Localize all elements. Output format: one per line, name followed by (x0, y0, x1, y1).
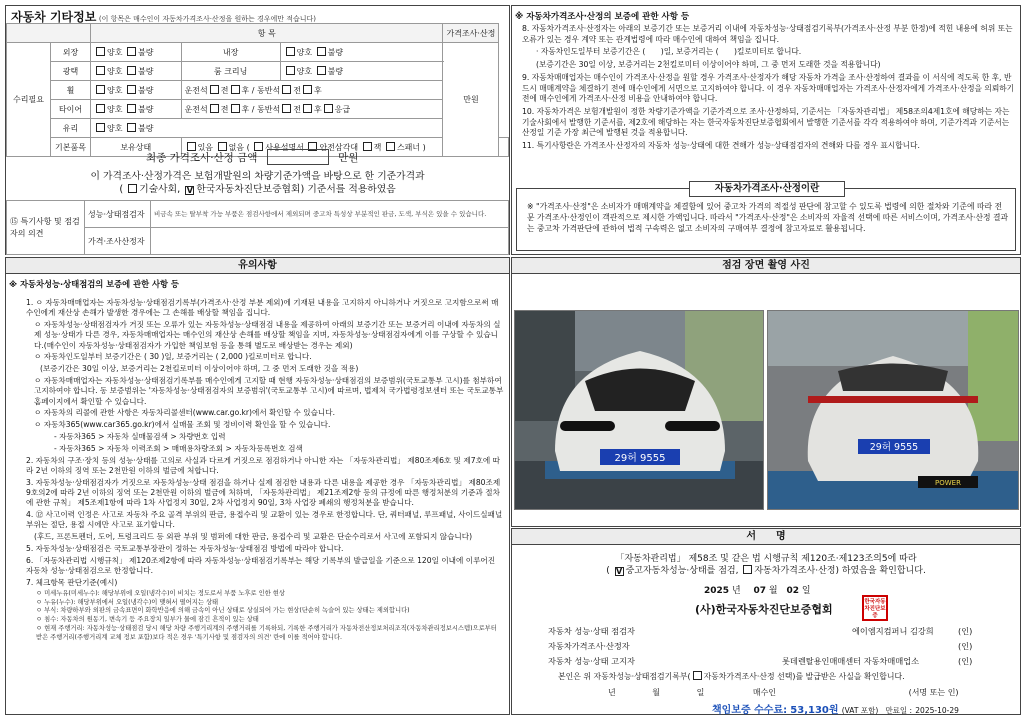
wheel-pass-rear-checkbox[interactable] (303, 85, 312, 94)
sign-row-inspector: 자동차 성능·상태 점검자 에이엠지컴퍼니 김강희 (인) (548, 626, 973, 636)
sign-org: (사)한국자동차진단보증협회 (695, 603, 833, 616)
sign-price-checkbox[interactable] (743, 565, 752, 574)
price-guarantee-section (511, 5, 1021, 255)
tire-bad-checkbox[interactable] (127, 104, 136, 113)
org-seal-icon: 한국자동차진단보증 (862, 595, 888, 621)
label-int: 내장 (181, 43, 280, 62)
note-1i: - 자동차365 > 자동차 이력조회 > 매매용차량조회 > 자동차등록번호 검색 (54, 443, 303, 453)
int-good-checkbox[interactable] (286, 47, 295, 56)
sign-row-appraiser: 자동차가격조사·산정자 (인) (548, 641, 973, 651)
front-plate-text: 29허 9555 (614, 453, 666, 464)
sign-law-line: 「자동차관리법」 제58조 및 같은 법 시행규칙 제120조·제123조의5에 따라 (615, 554, 917, 564)
basis-line1: 이 가격조사·산정가격은 보험개발원의 차량기준가액을 바탕으로 한 기준가격과 (90, 171, 425, 182)
pg-item-11: 11. 특기사항란은 가격조사·산정자의 자동차 성능·상태에 대한 견해가 성능·상태점검자의 견해와 다를 경우 표시합니다. (522, 141, 920, 151)
sign-inspect-checkbox[interactable]: V (615, 567, 623, 576)
opinion-inspector-text: 비금속 또는 탈부착 가능 부품은 점검사항에서 제외되며 중고차 특성상 부분적인 판금, 도색, 부식은 있을 수 있습니다. (151, 201, 509, 228)
tire-good-checkbox[interactable] (96, 104, 105, 113)
front-car-image (515, 311, 764, 510)
criteria-3: ㅇ 부식: 차량하부와 외판의 금속표면이 화학반응에 의해 금속이 아닌 상태로 상실되어 가는 현상(단순히 녹슬어 있는 상태는 제외합니다) (36, 607, 410, 615)
price-guarantee-header: ※ 자동차가격조사·산정의 보증에 관한 사항 등 (515, 12, 690, 22)
tire-spare-checkbox[interactable] (324, 104, 333, 113)
misc-title-note: (이 항목은 매수인이 자동차가격조사·산정을 원하는 경우에만 적습니다) (98, 15, 317, 23)
price-guarantee-list (522, 24, 1016, 154)
wheel-bad-checkbox[interactable] (127, 85, 136, 94)
room-bad-checkbox[interactable] (317, 66, 326, 75)
rear-car-image (768, 311, 1019, 510)
col-price: 가격조사·산정 (443, 24, 499, 43)
basis-tech-checkbox[interactable] (128, 184, 137, 193)
glass-good-checkbox[interactable] (96, 123, 105, 132)
tire-driver-front-checkbox[interactable] (210, 104, 219, 113)
final-price-unit: 만원 (338, 152, 359, 164)
note-2: 2. 자동차의 구조·장치 등의 성능·상태를 고의로 사실과 다르게 거짓으로 점검하거나 아니한 자는 「자동차관리법」 제80조제6호 및 제7호에 따라 2년 이하의 징역 또는 2천만원 이하의 벌금에 처합니다. (26, 455, 500, 475)
tire-pass-rear-checkbox[interactable] (303, 104, 312, 113)
criteria-list (26, 590, 504, 643)
expiry-date: 2025-10-29 (915, 706, 959, 715)
note-1d: (보증기간은 30일 이상, 보증거리는 2천킬로미터 이상이어야 하며, 그 중 먼저 도래한 것을 적용) (40, 364, 359, 374)
notes-bar: 유의사항 (6, 258, 509, 274)
tire-pass-front-checkbox[interactable] (282, 104, 291, 113)
basis-kada-checkbox[interactable]: V (186, 186, 193, 195)
buyer-sign-field[interactable]: (서명 또는 인) (908, 688, 959, 697)
criteria-2: ㅇ 누유(누수): 해당부위에서 오일(냉각수)이 맺혀서 떨어지는 상태 (36, 598, 219, 606)
note-6: 6. 「자동차관리법 시행규칙」 제120조제2항에 따라 자동차성능·상태점검기록부는 해당 기록부의 발급일을 기준으로 120일 이내에 이루어진 자동차 성능·상태점검으로 한정합니다. (26, 555, 496, 576)
opinion-appraiser-text[interactable] (151, 228, 509, 255)
label-gloss: 광택 (51, 62, 91, 81)
confirm-price-checkbox[interactable] (693, 671, 702, 680)
misc-title: 자동차 기타정보 (11, 10, 97, 24)
opinion-appraiser-label: 가격·조사산정자 (85, 228, 151, 255)
spanner-checkbox[interactable] (386, 142, 395, 151)
pg-item-8b: (보증기간은 30일 이상, 보증거리는 2천킬로미터 이상이어야 하며, 그 중 먼저 도래한 것을 적용합니다) (536, 60, 881, 70)
group-repair: 수리필요 (7, 43, 51, 157)
criteria-4: ㅇ 침수: 자동차의 원동기, 변속기 등 주요장치 일부가 물에 잠긴 흔적이 있는 상태 (36, 616, 259, 624)
note-1e: ㅇ 자동차매매업자는 자동차성능·상태점검기록부를 매수인에게 고지할 때 현행 자동차성능·상태점검의 보증범위(국토교통부 고시)를 첨부하여 고지하여야 합니다. 동 보증범위는 '자동차성능·상태점검자의 보증범위'(국토교통부 고시)에 따르며, 법제처 국가법령정보센터 또는 국토교통부 홈페이지에서 확인할 수 있습니다. (34, 376, 504, 406)
label-tire: 타이어 (51, 100, 91, 119)
pg-item-10: 10. 자동차가격은 보험개발원이 정한 차량기준가액을 기준가격으로 조사·산정하되, 기준서는 「자동차관리법」 제58조의4제1호에 해당하는 자는 기술사회에서 발행한 기준서를, 제2호에 해당하는 자는 한국자동차진단보증협회에서 발행한 기준서를 각각 적용하여야 하며, 기준가격과 기준서는 산정일 기준 가장 최근에 발행된 것을 적용합니다. (522, 106, 1010, 138)
note-1a: 1. ㅇ 자동차매매업자는 자동차성능·상태점검기록부(가격조사·산정 부분 제외)에 기재된 내용을 고지하지 아니하거나 거짓으로 고지함으로써 매수인에게 재산상 손해가 발생한 경우에는 그 손해를 배상할 책임을 집니다. (26, 298, 499, 318)
price-definition-box (516, 183, 1016, 251)
price-definition-text: ※ "가격조사·산정"은 소비자가 매매계약을 체결함에 있어 중고차 가격의 적절성 판단에 참고할 수 있도록 법령에 의한 절차와 기준에 따라 전문 가격조사·산정인이 객관적으로 제시한 가액입니다. 따라서 "가격조사·산정"은 소비자의 자율적 선택에 따른 서비스이며, 가격조사·산정 결과는 중고차 가격판단에 관하여 법적 구속력은 없고 소비자의 구매여부 결정에 참고자료로 활용됩니다. (527, 202, 1009, 233)
notes-list (26, 298, 504, 643)
misc-table: 항 목 가격조사·산정 수리필요 외장 양호 불량 내장 양호 불량 만원 광택 양호 불량 룸 크리닝 양호 불량 휠 양호 불량 운전석 전 후 / 동반석 전 후 타이어 양호 불량 운전석 전 후 / 동반석 전 후 응급 유리 양호 불량 기본품목 보유상태 있음 없음 ( 사용설명서 안전삼각대 잭 스패너 ) (6, 23, 509, 157)
lift-badge-text: POWER (935, 479, 961, 487)
note-7: 7. 체크항목 판단기준(예시) (26, 577, 118, 587)
wheel-pass-front-checkbox[interactable] (282, 85, 291, 94)
final-price-input[interactable] (267, 149, 329, 165)
sign-row-notifier: 자동차 성능·상태 고지자 롯데렌탈용인매매센터 자동차매매업소 (인) (548, 656, 973, 666)
label-room-clean: 룸 크리닝 (181, 62, 280, 81)
label-glass: 유리 (51, 119, 91, 138)
pg-item-8a: · 자동차인도일부터 보증기간은 ( )일, 보증거리는 ( )킬로미터로 합니다. (536, 47, 802, 57)
opinion-table (6, 200, 509, 255)
group-basic: 기본품목 (51, 138, 91, 157)
sign-date: 2025 년 07 월 02 일 (704, 586, 811, 596)
note-1g: ㅇ 자동차365(www.car365.go.kr)에서 실매물 조회 및 정비이력 확인을 할 수 있습니다. (34, 420, 331, 430)
front-photo (514, 310, 764, 510)
opinion-label: ⑮ 특기사항 및 점검자의 의견 (7, 201, 85, 255)
wheel-good-checkbox[interactable] (96, 85, 105, 94)
glass-bad-checkbox[interactable] (127, 123, 136, 132)
sign-law: 「자동차관리법」 제58조 및 같은 법 시행규칙 제120조·제123조의5에 따라 ( V 중고자동차성능·상태를 점검, 자동차가격조사·산정) 하였음을 확인합니다. (512, 553, 1020, 577)
room-good-checkbox[interactable] (286, 66, 295, 75)
ext-bad-checkbox[interactable] (127, 47, 136, 56)
pg-item-9: 9. 자동차매매업자는 매수인이 가격조사·산정을 원할 경우 가격조사·산정자가 해당 자동차 가격을 조사·산정하여 결과를 이 서식에 적도록 한 후, 반드시 매매계약을 체결하기 전에 매수인에게 서면으로 고지하여야 합니다. 이 경우 자동차매매업자는 가격조사·산정자에게 가격조사·산정을 의뢰하기 전에 매수인에게 가격조사·산정 비용을 안내하여야 합니다. (522, 72, 1015, 104)
note-4b: (후드, 프론트펜더, 도어, 트렁크리드 등 외판 부위 및 범퍼에 대한 판금, 용접수리 및 교환은 단순수리로서 사고에 포함되지 않습니다) (34, 532, 473, 542)
fee-value: 53,130원 (790, 705, 839, 716)
note-1b: ㅇ 자동차성능·상태점검자가 거짓 또는 오류가 있는 자동차성능·상태점검 내용을 제공하여 아래의 보증기간 또는 보증거리 이내에 자동차의 실제 성능·상태가 다른 경우, 자동차매매업자는 매수인의 재산상 손해를 배상할 책임을 지며, 자동차성능·상태점검자에게 이를 구상할 수 있습니다.(매수인이 자동차성능·상태점검자가 가입한 책임보험 등을 통해 별도로 배상받는 경우는 제외) (34, 320, 501, 350)
criteria-5: ㅇ 현재 주행거리: 자동차성능·상태점검 당시 해당 차량 주행거리계의 주행거리를 기록하되, 기록한 주행거리가 자동차전산정보처리조직(자동차관리정보시스템)으로부터 받은 주행거리(주행거리계 교체 정보 포함)보다 적은 경우 '특기사항 및 점검자의 의견' 란에 이를 적어야 합니다. (36, 624, 497, 641)
rear-photo (767, 310, 1019, 510)
pg-item-8: 8. 자동차가격조사·산정자는 아래의 보증기간 또는 보증거리 이내에 자동차성능·상태점검기록부(가격조사·산정 부분 한정)에 적힌 내용에 허위 또는 오류가 있는 경우 계약 또는 관계법령에 따라 매수인에 대하여 책임을 집니다. (522, 24, 1013, 44)
final-price-row (146, 149, 358, 165)
basis-text: 이 가격조사·산정가격은 보험개발원의 차량기준가액을 바탕으로 한 기준가격과 ( 기술사회, V 한국자동차진단보증협회) 기준서를 적용하였음 (6, 170, 509, 196)
price-won: 만원 (443, 43, 499, 157)
col-item: 항 목 (91, 24, 443, 43)
signature-bar: 서 명 (512, 529, 1020, 545)
misc-info-section (5, 5, 510, 255)
sign-confirm: 본인은 위 자동차성능·상태점검기록부( 자동차가격조사·산정 선택)를 발급받은 사실을 확인합니다. (558, 672, 905, 681)
note-5: 5. 자동차성능·상태점검은 국토교통부장관이 정하는 자동차성능·상태점검 방법에 따라야 합니다. (26, 544, 344, 554)
photos-bar: 점검 장면 촬영 사진 (512, 258, 1020, 274)
criteria-1: ㅇ 미세누유(미세누수): 해당부위에 오일(냉각수)이 비치는 정도로서 부품 노후로 인한 현상 (36, 589, 285, 597)
label-ext: 외장 (51, 43, 91, 62)
signature-section (511, 528, 1021, 715)
ext-good-checkbox[interactable] (96, 47, 105, 56)
note-3: 3. 자동차성능·상태점검자가 거짓으로 자동차성능·상태 점검을 하거나 실제 점검한 내용과 다른 내용을 제공한 경우 「자동차관리법」 제80조제9호의2에 따라 2년 이하의 징역 또는 2천만원 이하의 벌금에 처하며, 「자동차관리법」 제21조제2항 등의 규정에 따른 행정처분의 기준과 절차에 관한 규칙」 제5조제1항에 따라 1차 사업정지 30일, 2차 사업정지 90일, 3차 사업장 폐쇄의 행정처분을 받습니다. (26, 477, 501, 508)
label-owned: 보유상태 (91, 138, 182, 157)
wheel-driver-rear-checkbox[interactable] (231, 85, 240, 94)
jack-checkbox[interactable] (363, 142, 372, 151)
gloss-bad-checkbox[interactable] (127, 66, 136, 75)
note-1c: ㅇ 자동차인도일부터 보증기간은 ( 30 )일, 보증거리는 ( 2,000 )킬로미터로 합니다. (34, 352, 312, 362)
notes-header: ※ 자동차성능·상태점검의 보증에 관한 사항 등 (9, 279, 179, 289)
note-4: 4. ⑫ 사고이력 인정은 사고로 자동차 주요 골격 부위의 판금, 용접수리 및 교환이 있는 경우로 한정합니다. 단, 쿼터패널, 루프패널, 사이드실패널 부위는 절단, 용접 시에만 사고로 표기합니다. (26, 510, 503, 530)
note-1f: ㅇ 자동차의 리콜에 관한 사항은 자동차리콜센터(www.car.go.kr)에서 확인할 수 있습니다. (34, 408, 335, 418)
tire-driver-rear-checkbox[interactable] (231, 104, 240, 113)
wheel-driver-front-checkbox[interactable] (210, 85, 219, 94)
price-definition-title: 자동차가격조사·산정이란 (689, 181, 845, 197)
gloss-good-checkbox[interactable] (96, 66, 105, 75)
fee-label: 책임보증 수수료: (712, 705, 788, 716)
buyer-row: 년 월 일 매수인 (서명 또는 인) (608, 688, 959, 697)
label-wheel: 휠 (51, 81, 91, 100)
photos-section (511, 257, 1021, 527)
opinion-inspector-label: 성능·상태점검자 (85, 201, 151, 228)
sign-roles (548, 624, 1018, 669)
note-1h: - 자동차365 > 자동차 실매물검색 > 차량번호 입력 (54, 432, 226, 442)
rear-plate-text: 29허 9555 (869, 442, 919, 453)
notes-section (5, 257, 510, 715)
fee-row: 책임보증 수수료: 53,130원 (VAT 포함) 만료일 : 2025-10-29 (712, 705, 959, 716)
int-bad-checkbox[interactable] (317, 47, 326, 56)
final-price-label: 최종 가격조사·산정 금액 (146, 152, 258, 164)
